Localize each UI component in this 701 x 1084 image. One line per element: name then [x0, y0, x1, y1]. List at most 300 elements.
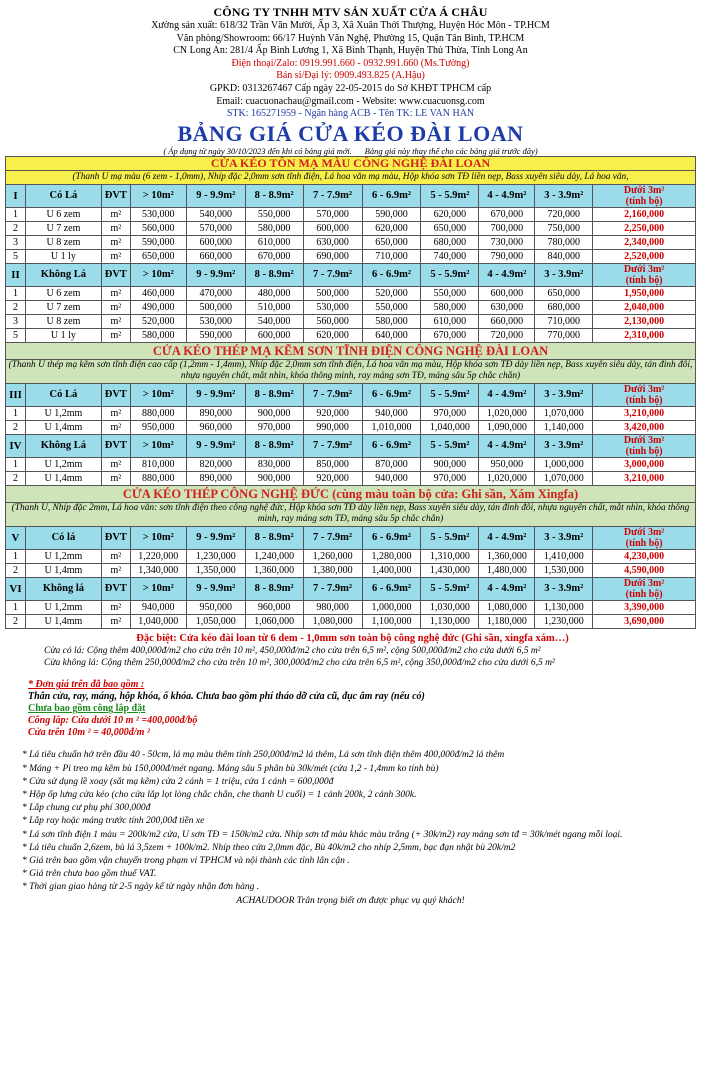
- row-unit: m²: [101, 328, 130, 342]
- product-name: U 7 zem: [25, 221, 101, 235]
- group-name: Không lá: [25, 577, 101, 600]
- price-cell: 1,410,000: [535, 549, 593, 563]
- price-cell: 700,000: [479, 221, 535, 235]
- price-cell: 650,000: [421, 221, 479, 235]
- group-header-row: [6, 383, 696, 406]
- size-header: 4 - 4.9m²: [479, 434, 535, 457]
- price-cell: 590,000: [130, 235, 186, 249]
- under-3m-header: [593, 526, 696, 549]
- per-set-label: (tính bộ): [625, 537, 663, 549]
- price-cell: 770,000: [535, 328, 593, 342]
- product-name: U 6 zem: [25, 286, 101, 300]
- price-cell: 720,000: [479, 328, 535, 342]
- price-cell: 1,050,000: [186, 614, 245, 628]
- product-name: U 1,4mm: [25, 471, 101, 485]
- price-cell: 620,000: [303, 328, 362, 342]
- row-number: 2: [6, 221, 26, 235]
- size-header: 3 - 3.9m²: [535, 383, 593, 406]
- company-header: [0, 4, 701, 121]
- table-row: [6, 300, 696, 314]
- row-number: 5: [6, 328, 26, 342]
- size-header: 9 - 9.9m²: [186, 263, 245, 286]
- section-title: CỬA KÉO THÉP CÔNG NGHỆ ĐỨC (cùng màu toàn bộ cửa: Ghi sần, Xám Xingfa): [6, 485, 696, 502]
- note-item: * Lá tiêu chuẩn hở trên đầu 40 - 50cm, lá mạ màu thêm tính 250,000đ/m2 lá thêm, Lá sơn tĩnh điện thêm 400,000đ/m2 lá thêm: [22, 750, 505, 761]
- price-cell: 1,130,000: [535, 600, 593, 614]
- price-cell: 580,000: [362, 314, 421, 328]
- price-cell: 580,000: [245, 221, 303, 235]
- price-cell: 460,000: [130, 286, 186, 300]
- price-cell: 890,000: [186, 406, 245, 420]
- price-cell: 940,000: [362, 406, 421, 420]
- size-header: 9 - 9.9m²: [186, 383, 245, 406]
- section-description: (Thanh U, Nhíp đặc 2mm, Lá hoa văn: sơn tĩnh điện theo công nghệ đức, Hộp khóa sơn TĐ dày liền nẹp, Bass xuyên siêu dày, tán đinh đôi, nhựa nguyên chất, mắt nhìn, khóa thông minh, ray máng sơn TĐ, máng sâu 5p chắc chắn): [6, 502, 696, 526]
- size-header: 8 - 8.9m²: [245, 263, 303, 286]
- table-row: [6, 471, 696, 485]
- table-row: [6, 406, 696, 420]
- price-cell: 510,000: [245, 300, 303, 314]
- size-header: 9 - 9.9m²: [186, 526, 245, 549]
- price-cell: 630,000: [303, 235, 362, 249]
- validity-note-right: Bảng giá này thay thế cho các bảng giá trước đây): [364, 145, 538, 156]
- product-name: U 1,2mm: [25, 600, 101, 614]
- note-item: * Cửa sử dụng lề xoay (sắt mạ kẽm) cửa 2 cánh = 1 triệu, cửa 1 cánh = 600,000đ: [22, 776, 334, 787]
- size-header: 6 - 6.9m²: [362, 184, 421, 207]
- size-header: 5 - 5.9m²: [421, 184, 479, 207]
- row-number: 3: [6, 235, 26, 249]
- special-line-no-leaf: Cửa không lá: Cộng thêm 250,000đ/m2 cho cửa trên 10 m², 300,000đ/m2 cho cửa trên 6,5 m², cộng 350,000đ/m2 cho cửa dưới 6,5 m²: [44, 657, 555, 668]
- size-header: 9 - 9.9m²: [186, 184, 245, 207]
- price-cell: 580,000: [421, 300, 479, 314]
- product-name: U 8 zem: [25, 314, 101, 328]
- table-row: [6, 286, 696, 300]
- special-offer: Đặc biệt: Cửa kéo đài loan từ 6 dem - 1,0mm sơn toàn bộ công nghệ đức (Ghi sần, xingfa xám…): [136, 632, 569, 644]
- bank-line: STK: 165271959 - Ngân hàng ACB - Tên TK: LE VAN HAN: [226, 108, 475, 120]
- price-cell: 1,230,000: [535, 614, 593, 628]
- group-header-row: [6, 434, 696, 457]
- group-header-row: [6, 577, 696, 600]
- group-roman: VI: [6, 577, 26, 600]
- price-cell: 1,100,000: [362, 614, 421, 628]
- size-header: 3 - 3.9m²: [535, 263, 593, 286]
- price-cell: 900,000: [245, 471, 303, 485]
- price-cell: 960,000: [186, 420, 245, 434]
- price-cell: 1,380,000: [303, 563, 362, 577]
- price-cell: 820,000: [186, 457, 245, 471]
- price-cell: 720,000: [535, 207, 593, 221]
- price-cell: 640,000: [362, 328, 421, 342]
- price-cell: 530,000: [130, 207, 186, 221]
- page-title: BẢNG GIÁ CỬA KÉO ĐÀI LOAN: [177, 120, 524, 146]
- price-cell: 900,000: [245, 406, 303, 420]
- price-cell: 480,000: [245, 286, 303, 300]
- price-cell: 950,000: [186, 600, 245, 614]
- section-description: (Thanh U mạ màu (6 zem - 1,0mm), Nhíp đặc 2,0mm sơn tĩnh điện, Lá hoa văn mạ màu, Hộp khóa sơn TĐ liền nẹp, Bass xuyên siêu dày, Lá hoa văn,: [6, 170, 696, 184]
- price-cell: 500,000: [303, 286, 362, 300]
- section-title: CỬA KÉO THÉP MẠ KẼM SƠN TĨNH ĐIỆN CÔNG NGHỆ ĐÀI LOAN: [6, 342, 696, 359]
- price-cell: 1,030,000: [421, 600, 479, 614]
- size-header: 7 - 7.9m²: [303, 263, 362, 286]
- group-name: Không Lá: [25, 263, 101, 286]
- size-header: > 10m²: [130, 434, 186, 457]
- set-price-cell: 3,210,000: [593, 471, 696, 485]
- table-row: [6, 600, 696, 614]
- product-name: U 7 zem: [25, 300, 101, 314]
- set-price-cell: 3,690,000: [593, 614, 696, 628]
- company-name: CÔNG TY TNHH MTV SẢN XUẤT CỬA Á CHÂU: [213, 5, 488, 19]
- row-unit: m²: [101, 207, 130, 221]
- size-header: 7 - 7.9m²: [303, 184, 362, 207]
- set-price-cell: 4,590,000: [593, 563, 696, 577]
- row-unit: m²: [101, 235, 130, 249]
- size-header: 9 - 9.9m²: [186, 577, 245, 600]
- price-cell: 1,000,000: [535, 457, 593, 471]
- set-price-cell: 3,390,000: [593, 600, 696, 614]
- size-header: 4 - 4.9m²: [479, 526, 535, 549]
- price-list-page: [0, 4, 701, 1084]
- not-included-text: Chưa bao gồm công lắp đặt: [28, 703, 146, 715]
- group-roman: II: [6, 263, 26, 286]
- price-cell: 1,220,000: [130, 549, 186, 563]
- price-cell: 610,000: [421, 314, 479, 328]
- size-header: 3 - 3.9m²: [535, 434, 593, 457]
- size-header: > 10m²: [130, 526, 186, 549]
- group-roman: I: [6, 184, 26, 207]
- price-cell: 710,000: [535, 314, 593, 328]
- table-row: [6, 314, 696, 328]
- size-header: 8 - 8.9m²: [245, 184, 303, 207]
- showroom-address: Văn phòng/Showroom: 66/17 Huỳnh Văn Nghệ, Phường 15, Quận Tân Bình, TP.HCM: [176, 32, 525, 44]
- size-header: 7 - 7.9m²: [303, 434, 362, 457]
- unit-header: ĐVT: [101, 184, 130, 207]
- price-cell: 980,000: [303, 600, 362, 614]
- note-item: * Giá trên chưa bao gồm thuế VAT.: [22, 869, 157, 880]
- price-cell: 900,000: [421, 457, 479, 471]
- row-unit: m²: [101, 406, 130, 420]
- under-label: Dưới 3m²: [623, 383, 665, 395]
- row-number: 2: [6, 471, 26, 485]
- row-number: 1: [6, 207, 26, 221]
- section-title: CỬA KÉO TÔN MẠ MÀU CÔNG NGHỆ ĐÀI LOAN: [6, 156, 696, 170]
- size-header: 4 - 4.9m²: [479, 577, 535, 600]
- row-unit: m²: [101, 249, 130, 263]
- price-cell: 1,020,000: [479, 471, 535, 485]
- size-header: 6 - 6.9m²: [362, 263, 421, 286]
- row-number: 1: [6, 600, 26, 614]
- price-cell: 610,000: [245, 235, 303, 249]
- under-label: Dưới 3m²: [623, 184, 665, 196]
- set-price-cell: 3,210,000: [593, 406, 696, 420]
- price-cell: 1,360,000: [245, 563, 303, 577]
- row-unit: m²: [101, 471, 130, 485]
- price-cell: 1,350,000: [186, 563, 245, 577]
- size-header: 7 - 7.9m²: [303, 526, 362, 549]
- size-header: 6 - 6.9m²: [362, 526, 421, 549]
- per-set-label: (tính bộ): [625, 274, 663, 286]
- price-cell: 1,070,000: [535, 406, 593, 420]
- set-price-cell: 2,310,000: [593, 328, 696, 342]
- price-cell: 710,000: [362, 249, 421, 263]
- set-price-cell: 4,230,000: [593, 549, 696, 563]
- price-cell: 620,000: [362, 221, 421, 235]
- price-cell: 1,280,000: [362, 549, 421, 563]
- notes-list: [22, 749, 662, 894]
- row-unit: m²: [101, 457, 130, 471]
- price-cell: 650,000: [362, 235, 421, 249]
- size-header: > 10m²: [130, 263, 186, 286]
- price-cell: 1,000,000: [362, 600, 421, 614]
- size-header: 3 - 3.9m²: [535, 184, 593, 207]
- price-cell: 540,000: [245, 314, 303, 328]
- price-cell: 950,000: [130, 420, 186, 434]
- set-price-cell: 3,420,000: [593, 420, 696, 434]
- price-cell: 870,000: [362, 457, 421, 471]
- price-cell: 920,000: [303, 471, 362, 485]
- under-label: Dưới 3m²: [623, 526, 665, 538]
- under-3m-header: [593, 263, 696, 286]
- row-number: 2: [6, 300, 26, 314]
- row-unit: m²: [101, 600, 130, 614]
- price-cell: 600,000: [186, 235, 245, 249]
- size-header: 6 - 6.9m²: [362, 434, 421, 457]
- price-cell: 1,070,000: [535, 471, 593, 485]
- special-line-with-leaf: Cửa có lá: Cộng thêm 400,000đ/m2 cho cửa trên 10 m², 450,000đ/m2 cho cửa trên 6,5 m², cộng 500,000đ/m2 cho cửa dưới 6,5 m²: [44, 645, 541, 656]
- price-cell: 600,000: [303, 221, 362, 235]
- price-cell: 600,000: [479, 286, 535, 300]
- price-cell: 1,020,000: [479, 406, 535, 420]
- row-number: 5: [6, 249, 26, 263]
- price-cell: 880,000: [130, 406, 186, 420]
- product-name: U 1,4mm: [25, 420, 101, 434]
- size-header: 4 - 4.9m²: [479, 184, 535, 207]
- price-cell: 740,000: [421, 249, 479, 263]
- closing-line: ACHAUDOOR Trân trọng biết ơn được phục vụ quý khách!: [236, 895, 465, 906]
- install-fee-under: Công lắp: Cửa dưới 10 m ² =400,000đ/bộ: [28, 715, 198, 727]
- price-cell: 500,000: [186, 300, 245, 314]
- set-price-cell: 1,950,000: [593, 286, 696, 300]
- price-cell: 530,000: [186, 314, 245, 328]
- table-row: [6, 328, 696, 342]
- row-unit: m²: [101, 314, 130, 328]
- table-row: [6, 235, 696, 249]
- price-cell: 1,240,000: [245, 549, 303, 563]
- price-cell: 970,000: [245, 420, 303, 434]
- price-cell: 1,480,000: [479, 563, 535, 577]
- set-price-cell: 2,130,000: [593, 314, 696, 328]
- unit-header: ĐVT: [101, 526, 130, 549]
- price-cell: 670,000: [479, 207, 535, 221]
- price-cell: 1,530,000: [535, 563, 593, 577]
- price-cell: 1,040,000: [421, 420, 479, 434]
- price-cell: 600,000: [245, 328, 303, 342]
- note-item: * Hộp ốp lưng cửa kéo (cho cửa lắp lọt lòng chắc chắn, che thanh U cuối) = 1 cánh 200k, 2 cánh 300k.: [22, 789, 417, 800]
- validity-note-left: ( Áp dụng từ ngày 30/10/2023 đến khi có bảng giá mới.: [163, 145, 352, 156]
- price-cell: 1,090,000: [479, 420, 535, 434]
- size-header: 7 - 7.9m²: [303, 383, 362, 406]
- table-row: [6, 549, 696, 563]
- per-set-label: (tính bộ): [625, 195, 663, 207]
- size-header: 9 - 9.9m²: [186, 434, 245, 457]
- unit-header: ĐVT: [101, 383, 130, 406]
- price-cell: 560,000: [303, 314, 362, 328]
- price-cell: 490,000: [130, 300, 186, 314]
- size-header: 5 - 5.9m²: [421, 526, 479, 549]
- dealer-line: Bán sỉ/Đại lý: 0909.493.825 (A.Hậu): [276, 70, 425, 82]
- price-cell: 790,000: [479, 249, 535, 263]
- price-cell: 940,000: [362, 471, 421, 485]
- size-header: > 10m²: [130, 577, 186, 600]
- group-roman: V: [6, 526, 26, 549]
- product-name: U 6 zem: [25, 207, 101, 221]
- size-header: 5 - 5.9m²: [421, 577, 479, 600]
- price-cell: 880,000: [130, 471, 186, 485]
- price-cell: 660,000: [479, 314, 535, 328]
- size-header: 7 - 7.9m²: [303, 577, 362, 600]
- price-cell: 660,000: [186, 249, 245, 263]
- group-name: Có Lá: [25, 383, 101, 406]
- size-header: > 10m²: [130, 184, 186, 207]
- price-cell: 840,000: [535, 249, 593, 263]
- product-name: U 1 ly: [25, 328, 101, 342]
- phone-line: Điện thoại/Zalo: 0919.991.660 - 0932.991.660 (Ms.Tường): [231, 57, 470, 69]
- size-header: 5 - 5.9m²: [421, 383, 479, 406]
- under-3m-header: [593, 383, 696, 406]
- price-cell: 530,000: [303, 300, 362, 314]
- price-cell: 1,400,000: [362, 563, 421, 577]
- price-cell: 810,000: [130, 457, 186, 471]
- group-roman: IV: [6, 434, 26, 457]
- price-cell: 690,000: [303, 249, 362, 263]
- under-label: Dưới 3m²: [623, 263, 665, 275]
- row-unit: m²: [101, 286, 130, 300]
- price-cell: 1,430,000: [421, 563, 479, 577]
- size-header: 4 - 4.9m²: [479, 263, 535, 286]
- included-section: [28, 679, 701, 739]
- price-cell: 560,000: [130, 221, 186, 235]
- row-number: 2: [6, 614, 26, 628]
- price-cell: 550,000: [421, 286, 479, 300]
- price-cell: 1,310,000: [421, 549, 479, 563]
- group-header-row: [6, 526, 696, 549]
- size-header: 5 - 5.9m²: [421, 263, 479, 286]
- set-price-cell: 2,160,000: [593, 207, 696, 221]
- set-price-cell: 3,000,000: [593, 457, 696, 471]
- price-cell: 1,230,000: [186, 549, 245, 563]
- table-row: [6, 207, 696, 221]
- email-line: Email: cuacuonachau@gmail.com - Website: www.cuacuonsg.com: [216, 95, 485, 107]
- under-3m-header: [593, 577, 696, 600]
- price-cell: 940,000: [130, 600, 186, 614]
- price-cell: 960,000: [245, 600, 303, 614]
- price-cell: 470,000: [186, 286, 245, 300]
- price-cell: 550,000: [362, 300, 421, 314]
- row-unit: m²: [101, 221, 130, 235]
- size-header: 4 - 4.9m²: [479, 383, 535, 406]
- price-cell: 590,000: [186, 328, 245, 342]
- size-header: 5 - 5.9m²: [421, 434, 479, 457]
- install-fee-over: Cửa trên 10m ² = 40,000đ/m ²: [28, 727, 150, 739]
- price-cell: 950,000: [479, 457, 535, 471]
- note-item: * Lá sơn tĩnh điện 1 màu = 200k/m2 cửa, U sơn TĐ = 150k/m2 cửa. Nhíp sơn tđ màu khác màu trắng (+ 30k/m2) ray máng sơn tđ = 30k/mét ngang mỗi loại.: [22, 829, 623, 840]
- group-name: Có lá: [25, 526, 101, 549]
- size-header: 8 - 8.9m²: [245, 383, 303, 406]
- unit-header: ĐVT: [101, 434, 130, 457]
- table-row: [6, 457, 696, 471]
- note-item: * Giá trên bao gồm vận chuyển trong phạm vi TPHCM và nội thành các tỉnh lân cận .: [22, 855, 350, 866]
- price-cell: 970,000: [421, 406, 479, 420]
- under-label: Dưới 3m²: [623, 434, 665, 446]
- table-row: [6, 614, 696, 628]
- group-name: Có Lá: [25, 184, 101, 207]
- price-cell: 520,000: [362, 286, 421, 300]
- row-number: 1: [6, 286, 26, 300]
- under-3m-header: [593, 434, 696, 457]
- size-header: 6 - 6.9m²: [362, 577, 421, 600]
- group-name: Không Lá: [25, 434, 101, 457]
- note-item: * Lắp ray hoặc máng trước tính 200,00đ tiền xe: [22, 816, 205, 827]
- set-price-cell: 2,340,000: [593, 235, 696, 249]
- group-header-row: [6, 263, 696, 286]
- size-header: 6 - 6.9m²: [362, 383, 421, 406]
- row-unit: m²: [101, 563, 130, 577]
- product-name: U 1,2mm: [25, 549, 101, 563]
- section-description: (Thanh U thép mạ kẽm sơn tĩnh điện cao cấp (1,2mm - 1,4mm), Nhíp đặc 2,0mm sơn tĩnh điện, Lá hoa văn mạ màu, Hộp khóa sơn TĐ dày liền nẹp, Bass xuyên siêu dày, tán đinh đôi, nhựa nguyên chất, mắt nhìn, khóa thông minh, ray máng sơn TĐ, máng sâu 5p chắc chắn): [6, 359, 696, 383]
- table-row: [6, 221, 696, 235]
- row-number: 1: [6, 549, 26, 563]
- price-cell: 1,140,000: [535, 420, 593, 434]
- price-cell: 680,000: [421, 235, 479, 249]
- note-item: * Lá tiêu chuẩn 2,6zem, bù lá 3,5zem + 100k/m2. Nhíp theo cửa 2,0mm đặc, Bù 40k/m2 cho nhíp 2,5mm, bạc đạn nhật bù 20k/m2: [22, 842, 516, 853]
- under-label: Dưới 3m²: [623, 577, 665, 589]
- price-cell: 1,060,000: [245, 614, 303, 628]
- row-number: 2: [6, 563, 26, 577]
- price-cell: 890,000: [186, 471, 245, 485]
- size-header: > 10m²: [130, 383, 186, 406]
- note-item: * Lắp chung cư phụ phí 300,000đ: [22, 803, 151, 814]
- per-set-label: (tính bộ): [625, 588, 663, 600]
- product-name: U 1 ly: [25, 249, 101, 263]
- price-cell: 630,000: [479, 300, 535, 314]
- price-cell: 520,000: [130, 314, 186, 328]
- price-cell: 1,340,000: [130, 563, 186, 577]
- price-cell: 670,000: [421, 328, 479, 342]
- table-row: [6, 249, 696, 263]
- price-cell: 780,000: [535, 235, 593, 249]
- price-cell: 1,080,000: [479, 600, 535, 614]
- note-item: * Thời gian giao hàng từ 2-5 ngày kể từ ngày nhận đơn hàng .: [22, 882, 260, 893]
- price-cell: 920,000: [303, 406, 362, 420]
- price-cell: 540,000: [186, 207, 245, 221]
- product-name: U 1,2mm: [25, 457, 101, 471]
- included-title: * Đơn giá trên đã bao gồm :: [28, 679, 145, 691]
- size-header: 8 - 8.9m²: [245, 526, 303, 549]
- price-cell: 970,000: [421, 471, 479, 485]
- price-cell: 990,000: [303, 420, 362, 434]
- price-cell: 1,130,000: [421, 614, 479, 628]
- row-unit: m²: [101, 300, 130, 314]
- price-cell: 1,260,000: [303, 549, 362, 563]
- price-cell: 1,080,000: [303, 614, 362, 628]
- group-roman: III: [6, 383, 26, 406]
- under-3m-header: [593, 184, 696, 207]
- unit-header: ĐVT: [101, 263, 130, 286]
- note-item: * Máng + Pi treo mạ kẽm bù 150,000đ/mét ngang. Máng sâu 5 phân bù 30k/mét (cửa 1,2 - 1,4mm ko tính bù): [22, 763, 439, 774]
- price-cell: 1,040,000: [130, 614, 186, 628]
- price-cell: 650,000: [535, 286, 593, 300]
- included-text: Thân cửa, ray, máng, hộp khóa, ổ khóa. Chưa bao gồm phí tháo dỡ cửa cũ, đục âm ray (nếu có): [28, 691, 425, 703]
- row-number: 2: [6, 420, 26, 434]
- price-cell: 580,000: [130, 328, 186, 342]
- price-cell: 830,000: [245, 457, 303, 471]
